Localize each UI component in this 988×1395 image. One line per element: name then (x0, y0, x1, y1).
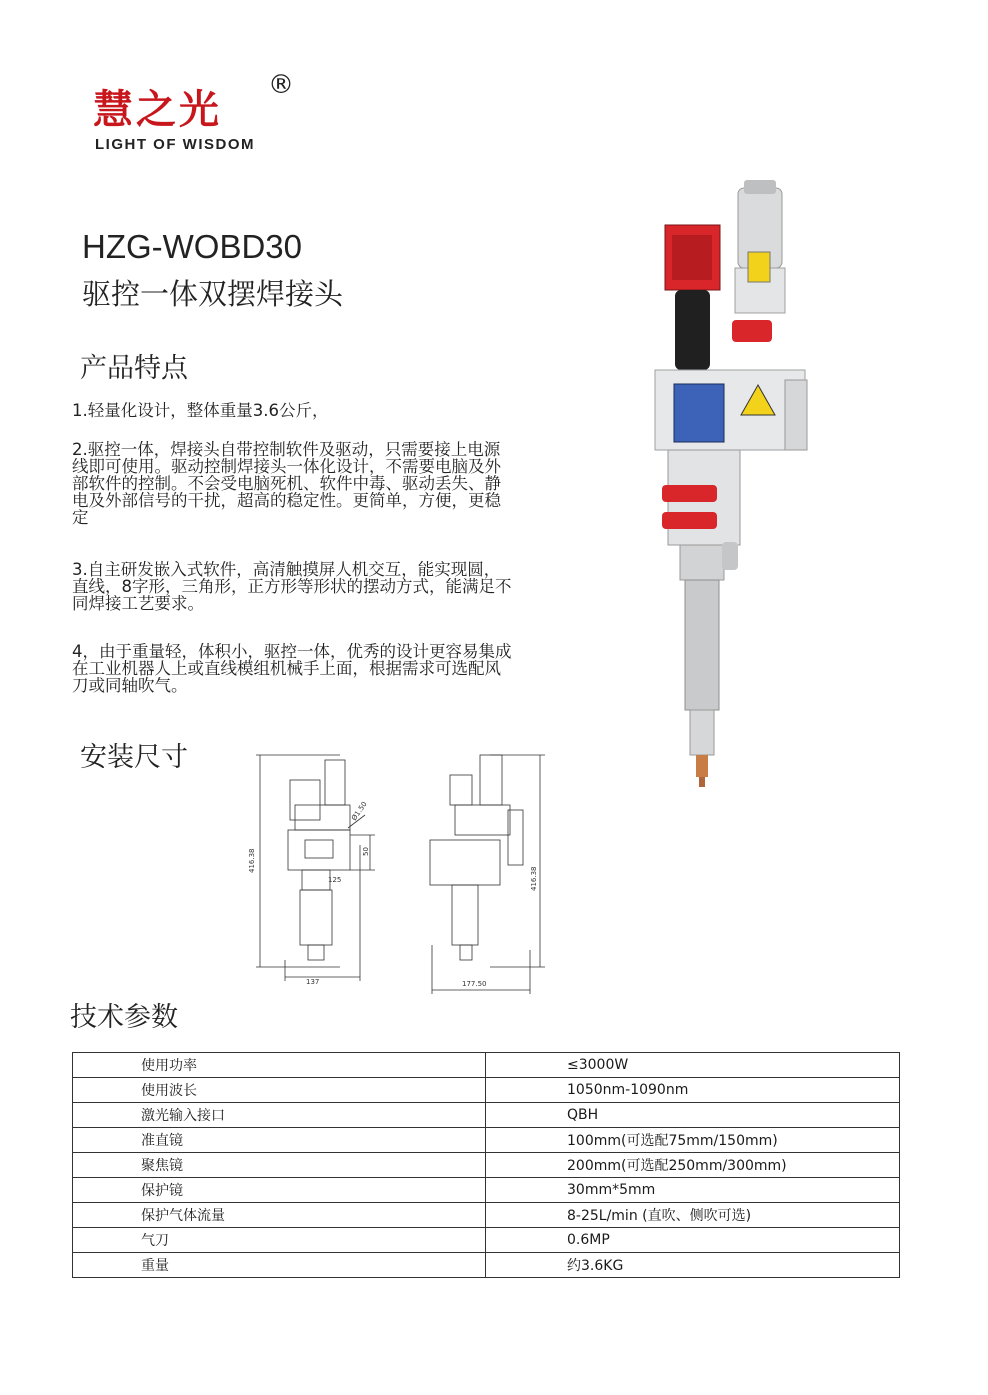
spec-label: 保护气体流量 (73, 1203, 486, 1228)
spec-value: ≤3000W (486, 1053, 900, 1078)
table-row (73, 1228, 900, 1253)
table-row (73, 1053, 900, 1078)
feature-item-2: 2.驱控一体，焊接头自带控制软件及驱动，只需要接上电源线即可使用。驱动控制焊接头一体化设计，不需要电脑及外部软件的控制。不会受电脑死机、软件中毒、驱动丢失、静电及外部信号的干扰，超高的稳定性。更简单，方便，更稳定 (72, 440, 501, 527)
product-model: HZG-WOBD30 (82, 228, 303, 265)
product-subtitle: 驱控一体双摆焊接头 (82, 277, 344, 311)
spec-label: 保护镜 (73, 1178, 486, 1203)
side-width-label: 177.50 (462, 980, 487, 988)
features-heading: 产品特点 (80, 353, 188, 384)
front-dim-125: 125 (328, 876, 342, 884)
table-row (73, 1128, 900, 1153)
spec-label: 重量 (73, 1253, 486, 1278)
spec-value: 1050nm-1090nm (486, 1078, 900, 1103)
dimension-drawings (240, 745, 560, 995)
spec-label: 使用波长 (73, 1078, 486, 1103)
welding-head-image (650, 180, 820, 790)
brand-logo-en: LIGHT OF WISDOM (95, 136, 255, 153)
front-dim-50: 50 (362, 847, 370, 856)
spec-label: 使用功率 (73, 1053, 486, 1078)
spec-value: 8-25L/min (直吹、侧吹可选) (486, 1203, 900, 1228)
front-view-drawing (256, 755, 375, 981)
spec-value: 200mm(可选配250mm/300mm) (486, 1153, 900, 1178)
side-view-drawing (430, 755, 545, 994)
spec-label: 气刀 (73, 1228, 486, 1253)
front-diameter-label: Ø1.50 (350, 800, 369, 823)
table-row (73, 1103, 900, 1128)
table-row (73, 1178, 900, 1203)
table-row (73, 1153, 900, 1178)
front-height-label: 416.38 (248, 848, 256, 873)
installation-heading: 安装尺寸 (80, 742, 188, 773)
spec-value: QBH (486, 1103, 900, 1128)
registered-mark: ® (268, 70, 294, 100)
feature-item-4: 4，由于重量轻，体积小，驱控一体，优秀的设计更容易集成在工业机器人上或直线模组机械手上面，根据需求可选配风刀或同轴吹气。 (72, 642, 512, 695)
spec-value: 约3.6KG (486, 1253, 900, 1278)
spec-value: 100mm(可选配75mm/150mm) (486, 1128, 900, 1153)
feature-item-3: 3.自主研发嵌入式软件，高清触摸屏人机交互，能实现圆，直线，8字形，三角形，正方形等形状的摆动方式，能满足不同焊接工艺要求。 (72, 560, 512, 613)
spec-value: 0.6MP (486, 1228, 900, 1253)
spec-table (72, 1052, 900, 1278)
specs-heading: 技术参数 (70, 1002, 178, 1033)
feature-item-1: 1.轻量化设计，整体重量3.6公斤， (72, 401, 329, 420)
table-row (73, 1078, 900, 1103)
brand-logo-cn: 慧之光 (93, 87, 222, 133)
spec-label: 激光输入接口 (73, 1103, 486, 1128)
table-row (73, 1253, 900, 1278)
spec-value: 30mm*5mm (486, 1178, 900, 1203)
side-height-label: 416.38 (530, 866, 538, 891)
spec-label: 准直镜 (73, 1128, 486, 1153)
table-row (73, 1203, 900, 1228)
front-width-label: 137 (306, 978, 320, 986)
spec-label: 聚焦镜 (73, 1153, 486, 1178)
